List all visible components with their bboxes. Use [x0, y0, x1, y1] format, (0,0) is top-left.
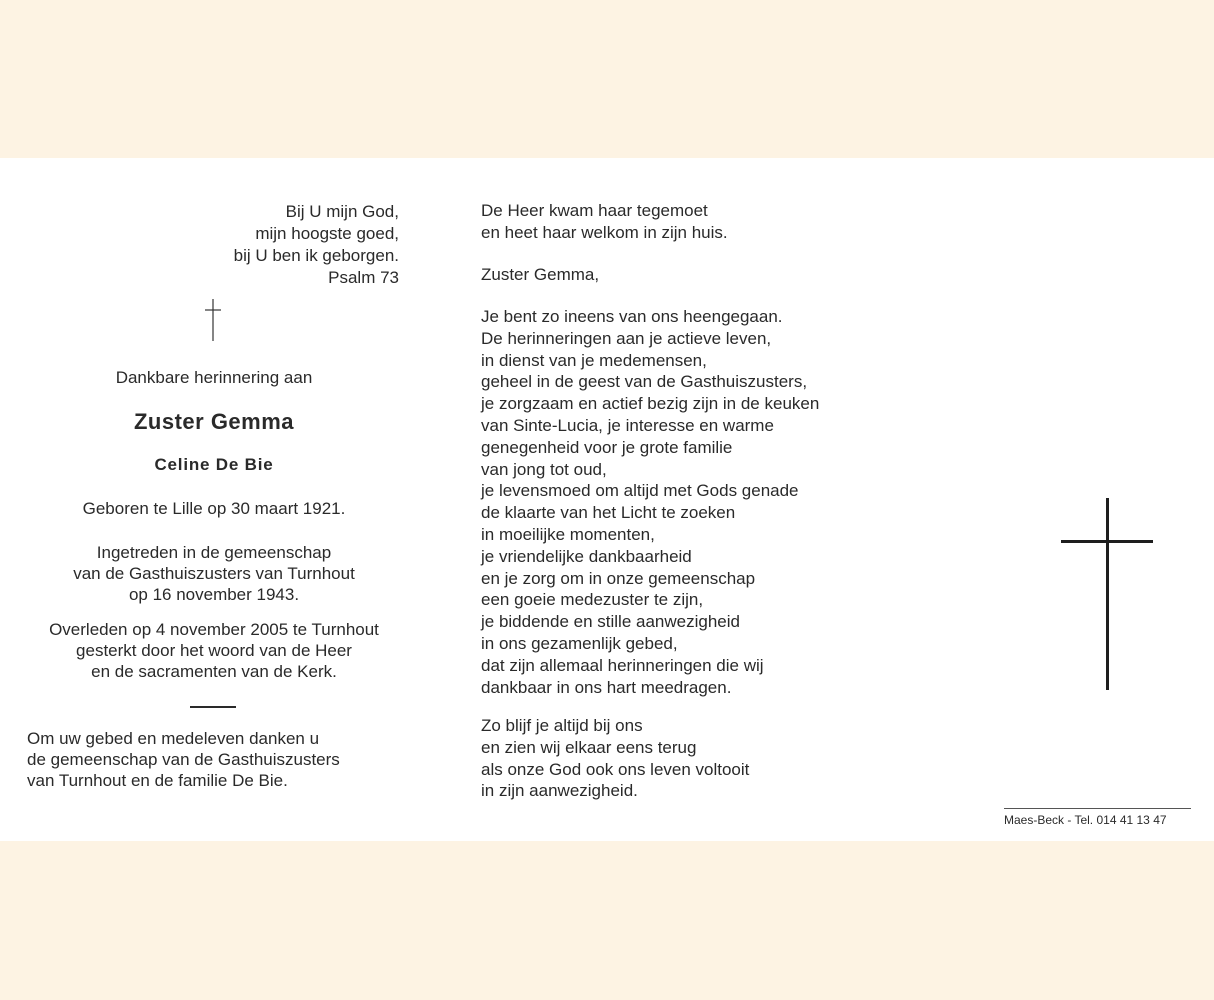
printer-credit: Maes-Beck - Tel. 014 41 13 47: [1004, 813, 1167, 827]
poem-line: in zijn aanwezigheid.: [481, 781, 638, 801]
deceased-name: Zuster Gemma: [133, 409, 295, 434]
poem-line: je zorgzaam en actief bezig zijn in de keuken: [481, 394, 820, 414]
intro-text: Dankbare herinnering aan: [115, 368, 313, 387]
thanks-text: [27, 728, 340, 791]
thanks-line: Om uw gebed en medeleven danken u: [27, 729, 320, 748]
poem-line: van Sinte-Lucia, je interesse en warme: [481, 415, 774, 435]
poem-line: en heet haar welkom in zijn huis.: [481, 222, 728, 242]
thanks-line: de gemeenschap van de Gasthuiszusters: [27, 750, 340, 769]
death-text: [0, 619, 428, 682]
thanks-line: van Turnhout en de familie De Bie.: [27, 771, 288, 790]
death-line: Overleden op 4 november 2005 te Turnhout: [49, 620, 379, 639]
poem-line: en je zorg om in onze gemeenschap: [481, 568, 756, 588]
poem-line: De Heer kwam haar tegemoet: [481, 201, 708, 220]
poem-line: je levensmoed om altijd met Gods genade: [481, 481, 799, 501]
entry-text: [0, 542, 428, 605]
entry-line: Ingetreden in de gemeenschap: [96, 543, 332, 562]
memorial-card: [0, 158, 1214, 841]
poem-ending: [481, 715, 749, 802]
poem-line: geheel in de geest van de Gasthuiszusters,: [481, 372, 808, 392]
poem-line: Je bent zo ineens van ons heengegaan.: [481, 307, 783, 326]
large-cross-icon: [1061, 498, 1153, 690]
poem-line: je vriendelijke dankbaarheid: [481, 546, 692, 566]
poem-body: [481, 306, 819, 698]
poem-salutation: Zuster Gemma,: [481, 265, 600, 284]
poem-line: in moeilijke momenten,: [481, 524, 655, 544]
poem-line: dat zijn allemaal herinneringen die wij: [481, 655, 764, 675]
death-line: gesterkt door het woord van de Heer: [76, 641, 352, 660]
poem-line: een goeie medezuster te zijn,: [481, 590, 704, 610]
poem-line: je biddende en stille aanwezigheid: [481, 612, 740, 632]
poem-line: van jong tot oud,: [481, 459, 607, 479]
verse-line: mijn hoogste goed,: [255, 224, 399, 243]
poem-heading: [481, 200, 728, 244]
poem-line: dankbaar in ons hart meedragen.: [481, 677, 732, 697]
death-line: en de sacramenten van de Kerk.: [91, 662, 337, 681]
printer-rule: [1004, 808, 1191, 809]
psalm-verse: [234, 201, 399, 289]
birth-text: Geboren te Lille op 30 maart 1921.: [82, 499, 346, 518]
verse-line: bij U ben ik geborgen.: [233, 246, 399, 265]
verse-source: Psalm 73: [328, 268, 399, 287]
verse-line: Bij U mijn God,: [285, 202, 399, 221]
poem-line: De herinneringen aan je actieve leven,: [481, 328, 772, 348]
divider: [190, 706, 236, 708]
deceased-full-name: Celine De Bie: [154, 455, 274, 474]
entry-line: van de Gasthuiszusters van Turnhout: [73, 564, 355, 583]
poem-line: genegenheid voor je grote familie: [481, 437, 733, 457]
poem-line: als onze God ook ons leven voltooit: [481, 759, 750, 779]
entry-line: op 16 november 1943.: [128, 585, 300, 604]
poem-line: Zo blijf je altijd bij ons: [481, 716, 643, 735]
poem-line: de klaarte van het Licht te zoeken: [481, 503, 736, 523]
poem-line: en zien wij elkaar eens terug: [481, 737, 697, 757]
small-cross-icon: [203, 299, 223, 341]
poem-line: in ons gezamenlijk gebed,: [481, 633, 678, 653]
poem-line: in dienst van je medemensen,: [481, 350, 707, 370]
